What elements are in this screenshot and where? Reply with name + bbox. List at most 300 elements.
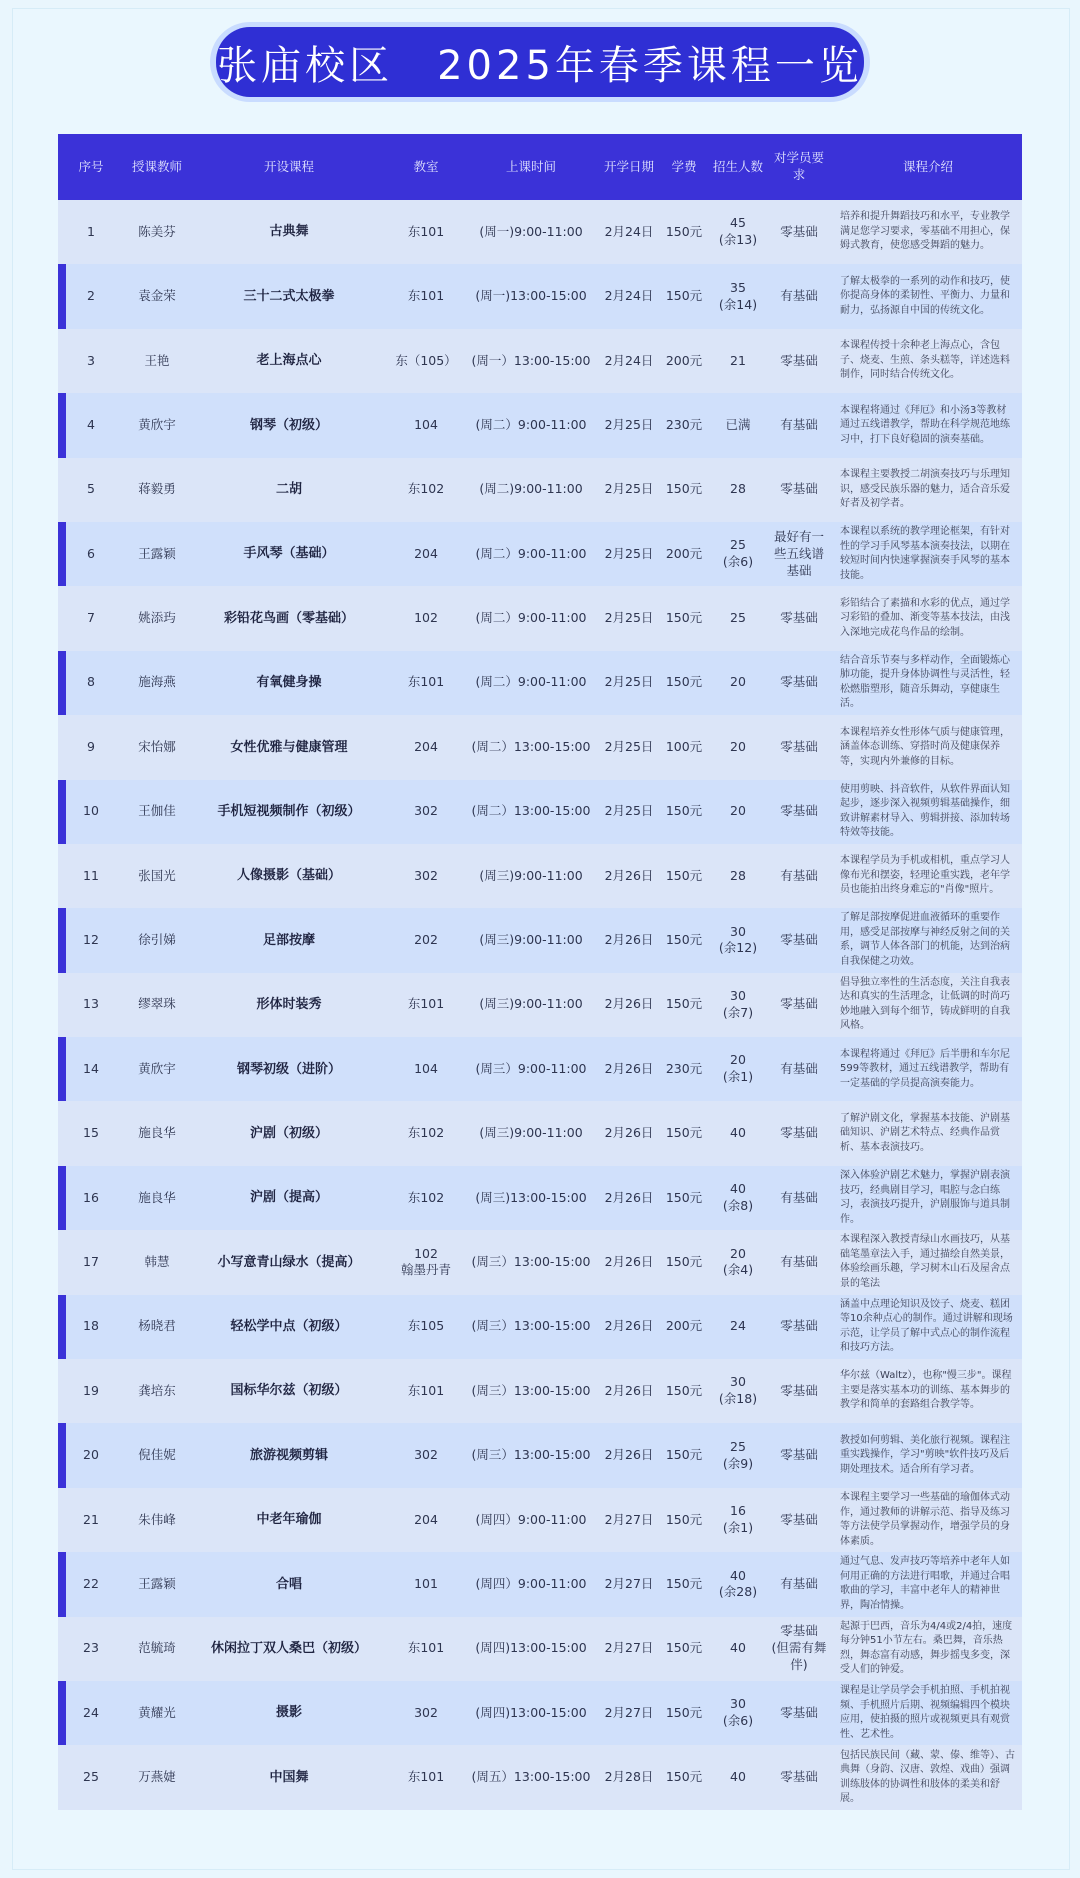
row-course: 沪剧（初级）: [249, 1125, 328, 1141]
row-intro: 教授如何剪辑、美化旅行视频。课程注重实践操作，学习"剪映"软件技巧及后期处理技术。适合所有学习者。: [840, 1434, 1010, 1475]
row-teacher: 王伽佳: [138, 803, 176, 819]
row-quota: 20: [730, 803, 746, 819]
row-intro: 倡导独立率性的生活态度，关注自我表达和真实的生活理念，让低调的时尚巧妙地融入到每个细节，铸成鲜明的自我风格。: [840, 976, 1010, 1032]
row-intro: 结合音乐节奏与多样动作，全面锻炼心肺功能，提升身体协调性与灵活性，轻松燃脂塑形，随音乐舞动，享健康生活。: [840, 654, 1010, 710]
row-teacher: 黄欣宇: [138, 1060, 176, 1076]
table-row: [58, 844, 1022, 908]
row-course: 手机短视频制作（初级）: [217, 803, 361, 819]
row-fee: 150元: [665, 674, 703, 690]
row-accent-bar: [58, 1166, 66, 1230]
row-requirement: 零基础: [780, 223, 818, 239]
row-course: 形体时装秀: [256, 997, 322, 1013]
row-quota: 40: [730, 1769, 746, 1785]
row-requirement: 零基础: [780, 674, 818, 690]
row-time: (周一）13:00-15:00: [471, 352, 591, 368]
row-no: 10: [83, 803, 99, 819]
row-intro: 起源于巴西，音乐为4/4或2/4拍，速度每分钟51小节左右。桑巴舞，音乐热烈，舞态富有动感，舞步摇曳多变，深受人们的钟爱。: [840, 1620, 1013, 1676]
row-quota: 30 (余18): [718, 1374, 758, 1407]
row-intro: 本课程主要教授二胡演奏技巧与乐理知识，感受民族乐器的魅力，适合音乐爱好者及初学者。: [840, 469, 1010, 509]
row-teacher: 龚培东: [138, 1382, 176, 1398]
row-room: 101: [414, 1575, 438, 1591]
row-time: (周三）9:00-11:00: [475, 1060, 587, 1076]
row-teacher: 王露颖: [138, 545, 176, 561]
header-date: 开学日期: [603, 158, 654, 174]
row-teacher: 万燕婕: [138, 1769, 176, 1785]
row-fee: 150元: [665, 288, 703, 304]
row-fee: 150元: [665, 1575, 703, 1591]
row-intro: 本课程将通过《拜厄》后半册和车尔尼599等教材，通过五线谱教学，帮助有一定基础的学员提高演奏能力。: [840, 1048, 1010, 1089]
row-room: 东101: [407, 223, 445, 239]
row-quota: 45 (余13): [718, 215, 758, 248]
row-teacher: 宋怡娜: [138, 738, 176, 754]
row-requirement: 零基础: [780, 1125, 818, 1141]
row-quota: 25 (余9): [722, 1438, 754, 1471]
row-accent-bar: [58, 1423, 66, 1487]
row-time: (周三）13:00-15:00: [471, 1254, 591, 1269]
row-course: 钢琴（初级）: [249, 417, 328, 433]
row-teacher: 徐引娣: [138, 932, 176, 948]
row-fee: 200元: [665, 1318, 703, 1334]
row-no: 2: [87, 288, 95, 304]
table-row: [58, 1230, 1022, 1294]
row-fee: 150元: [665, 223, 703, 239]
row-course: 休闲拉丁双人桑巴（初级）: [210, 1641, 367, 1657]
row-teacher: 王露颖: [138, 1575, 176, 1591]
row-intro: 包括民族民间（藏、蒙、傣、维等）、古典舞（身韵、汉唐、敦煌、戏曲）强调训练肢体的协调性和肢体的柔美和舒展。: [840, 1749, 1015, 1805]
row-no: 24: [83, 1704, 99, 1720]
row-room: 东101: [407, 1769, 445, 1785]
row-quota: 24: [730, 1318, 746, 1334]
course-table: [58, 134, 1022, 1810]
table-row: [58, 1359, 1022, 1423]
row-date: 2月25日: [604, 674, 654, 690]
row-time: (周三)9:00-11:00: [479, 996, 583, 1012]
row-accent-bar: [58, 908, 66, 972]
row-intro: 华尔兹（Waltz），也称"慢三步"。课程主要是落实基本功的训练、基本舞步的教学和简单的套路组合教学等。: [840, 1370, 1012, 1411]
table-row: [58, 264, 1022, 328]
row-intro: 通过气息、发声技巧等培养中老年人如何用正确的方法进行唱歌，并通过合唱歌曲的学习，丰富中老年人的精神世界，陶冶情操。: [840, 1556, 1010, 1611]
row-fee: 150元: [665, 996, 703, 1012]
row-time: (周四)13:00-15:00: [475, 1704, 587, 1720]
row-date: 2月24日: [604, 223, 654, 239]
row-date: 2月25日: [604, 610, 654, 626]
row-fee: 150元: [665, 1704, 703, 1720]
row-quota: 20: [730, 674, 746, 690]
row-fee: 150元: [665, 1382, 703, 1398]
row-quota: 16 (余1): [722, 1503, 754, 1535]
row-no: 16: [83, 1189, 99, 1205]
row-fee: 150元: [665, 803, 703, 819]
row-intro: 了解太极拳的一系列的动作和技巧，使你提高身体的柔韧性、平衡力、力量和耐力，弘扬源自中国的传统文化。: [840, 275, 1010, 316]
row-requirement: 零基础: [780, 932, 818, 948]
row-room: 302: [414, 1704, 438, 1720]
row-fee: 150元: [665, 610, 703, 626]
table-row: [58, 458, 1022, 522]
row-room: 东101: [407, 674, 445, 690]
row-intro: 本课程将通过《拜厄》和小汤3等教材通过五线谱教学，帮助在科学规范地练习中，打下良好稳固的演奏基础。: [840, 404, 1010, 445]
row-quota: 40 (余28): [718, 1567, 758, 1600]
row-room: 202: [414, 932, 438, 948]
row-no: 8: [87, 674, 95, 690]
table-row: [58, 908, 1022, 972]
row-accent-bar: [58, 1295, 66, 1359]
row-intro: 了解沪剧文化，掌握基本技能、沪剧基础知识、沪剧艺术特点、经典作品赏析、基本表演技巧。: [840, 1112, 1010, 1153]
row-requirement: 零基础: [780, 1511, 818, 1527]
row-accent-bar: [58, 1552, 66, 1616]
table-row: [58, 1166, 1022, 1230]
row-room: 东101: [407, 996, 445, 1012]
row-teacher: 施海燕: [138, 674, 176, 690]
table-row: [58, 393, 1022, 457]
table-row: [58, 522, 1022, 586]
row-requirement: 零基础: [780, 1447, 818, 1463]
row-date: 2月26日: [604, 1060, 654, 1076]
row-no: 4: [87, 416, 95, 432]
row-requirement: 零基础: [780, 1769, 818, 1785]
page-title: 张庙校区 2025年春季课程一览: [216, 27, 864, 97]
row-quota: 20 (余1): [722, 1052, 754, 1085]
row-time: (周一)9:00-11:00: [479, 223, 583, 239]
row-no: 23: [83, 1640, 99, 1656]
row-accent-bar: [58, 522, 66, 586]
row-fee: 150元: [665, 1125, 703, 1141]
row-intro: 培养和提升舞蹈技巧和水平，专业教学满足您学习要求，零基础不用担心，保姆式教育，使您感受舞蹈的魅力。: [840, 211, 1010, 252]
row-course: 合唱: [275, 1576, 302, 1592]
row-course: 中国舞: [269, 1769, 309, 1785]
row-course: 摄影: [275, 1705, 302, 1721]
row-requirement: 零基础: [780, 1704, 818, 1720]
row-time: (周二）13:00-15:00: [471, 803, 591, 819]
row-quota: 已满: [725, 416, 751, 432]
row-date: 2月26日: [604, 1318, 654, 1334]
table-body: [58, 200, 1022, 1810]
row-requirement: 最好有一些五线谱基础: [773, 528, 824, 578]
row-date: 2月26日: [604, 996, 654, 1012]
row-room: 302: [414, 803, 438, 819]
table-row: [58, 1681, 1022, 1745]
table-row: [58, 1745, 1022, 1809]
table-row: [58, 200, 1022, 264]
table-row: [58, 1101, 1022, 1165]
row-intro: 本课程主要学习一些基础的瑜伽体式动作，通过教师的讲解示范、指导及练习等方法使学员掌握动作，增强学员的身体素质。: [840, 1492, 1010, 1547]
title-banner: [210, 22, 870, 102]
row-quota: 25: [730, 610, 746, 626]
header-course: 开设课程: [263, 158, 314, 174]
table-row: [58, 329, 1022, 393]
row-requirement: 有基础: [780, 867, 818, 883]
table-row: [58, 651, 1022, 715]
table-row: [58, 1552, 1022, 1616]
header-teacher: 授课教师: [131, 158, 182, 174]
row-fee: 150元: [665, 867, 703, 883]
row-fee: 200元: [665, 352, 703, 368]
table-row: [58, 1295, 1022, 1359]
row-requirement: 零基础: [780, 610, 818, 626]
row-accent-bar: [58, 651, 66, 715]
row-fee: 150元: [665, 1189, 703, 1205]
row-no: 11: [83, 867, 99, 883]
row-course: 彩铅花鸟画（零基础）: [223, 610, 354, 626]
row-room: 104: [414, 1060, 438, 1076]
row-intro: 本课程深入教授青绿山水画技巧，从基础笔墨章法入手，通过描绘自然美景，体验绘画乐趣，学习树木山石及屋舍点景的笔法: [840, 1234, 1010, 1289]
row-course: 足部按摩: [262, 932, 315, 948]
row-time: (周四）9:00-11:00: [475, 1511, 587, 1527]
row-date: 2月25日: [604, 545, 654, 561]
row-fee: 150元: [665, 1254, 703, 1269]
row-time: (周一)13:00-15:00: [475, 288, 587, 304]
row-intro: 使用剪映、抖音软件，从软件界面认知起步，逐步深入视频剪辑基础操作，细致讲解素材导入、剪辑拼接、添加转场特效等技能。: [840, 783, 1010, 839]
header-requirement: 对学员要求: [773, 150, 824, 182]
row-time: (周二）9:00-11:00: [475, 610, 587, 626]
row-no: 14: [83, 1060, 99, 1076]
row-room: 东（105）: [395, 352, 457, 368]
row-time: (周四）9:00-11:00: [475, 1575, 587, 1591]
row-date: 2月27日: [604, 1640, 654, 1656]
row-room: 东101: [407, 288, 445, 304]
row-room: 102: [414, 610, 438, 626]
row-room: 东105: [407, 1318, 445, 1334]
table-row: [58, 1617, 1022, 1681]
row-no: 7: [87, 610, 95, 626]
row-no: 15: [83, 1125, 99, 1141]
row-date: 2月25日: [604, 803, 654, 819]
row-no: 9: [87, 738, 95, 754]
row-no: 25: [83, 1769, 99, 1785]
row-room: 104: [414, 416, 438, 432]
row-teacher: 施良华: [138, 1189, 176, 1205]
header-no: 序号: [78, 158, 104, 174]
row-course: 古典舞: [269, 224, 309, 240]
row-intro: 课程是让学员学会手机拍照、手机拍视频、手机照片后期、视频编辑四个模块应用，使拍摄的照片或视频更具有观赏性、艺术性。: [840, 1685, 1010, 1740]
row-fee: 230元: [665, 1060, 703, 1076]
row-requirement: 零基础: [780, 1382, 818, 1398]
row-course: 老上海点心: [256, 353, 322, 369]
row-teacher: 蒋毅勇: [138, 481, 176, 497]
row-room: 东101: [407, 1382, 445, 1398]
row-quota: 30 (余6): [722, 1696, 754, 1729]
row-no: 18: [83, 1318, 99, 1334]
row-course: 有氧健身操: [256, 675, 322, 691]
row-date: 2月25日: [604, 416, 654, 432]
header-intro: 课程介绍: [902, 158, 953, 174]
row-quota: 40 (余8): [722, 1181, 754, 1214]
row-fee: 200元: [665, 545, 703, 561]
row-date: 2月26日: [604, 1125, 654, 1141]
row-quota: 20: [730, 738, 746, 754]
row-requirement: 零基础: [780, 1318, 818, 1334]
row-requirement: 零基础: [780, 352, 818, 368]
row-room: 东102: [407, 481, 445, 497]
row-course: 国标华尔兹（初级）: [230, 1383, 348, 1399]
row-teacher: 黄欣宇: [138, 416, 176, 432]
row-course: 钢琴初级（进阶）: [236, 1061, 341, 1077]
row-accent-bar: [58, 1037, 66, 1101]
row-no: 20: [83, 1447, 99, 1463]
row-date: 2月25日: [604, 738, 654, 754]
row-fee: 150元: [665, 1640, 703, 1656]
row-teacher: 缪翠珠: [138, 996, 176, 1012]
row-requirement: 零基础: [780, 738, 818, 754]
table-row: [58, 1488, 1022, 1552]
row-fee: 150元: [665, 1769, 703, 1785]
row-no: 22: [83, 1575, 99, 1591]
row-quota: 28: [730, 867, 746, 883]
row-intro: 本课程学员为手机或相机，重点学习人像布光和摆姿，轻理论重实践，老年学员也能拍出终身难忘的"肖像"照片。: [840, 855, 1010, 896]
row-no: 17: [83, 1254, 99, 1269]
row-teacher: 朱伟峰: [138, 1511, 176, 1527]
row-accent-bar: [58, 393, 66, 457]
row-fee: 150元: [665, 1447, 703, 1463]
row-quota: 35 (余14): [718, 279, 758, 312]
row-date: 2月28日: [604, 1769, 654, 1785]
row-teacher: 范毓琦: [138, 1640, 176, 1656]
table-row: [58, 973, 1022, 1037]
row-course: 女性优雅与健康管理: [230, 739, 348, 755]
row-date: 2月27日: [604, 1511, 654, 1527]
row-teacher: 陈美芬: [138, 223, 176, 239]
table-row: [58, 1423, 1022, 1487]
row-course: 中老年瑜伽: [256, 1512, 322, 1528]
row-quota: 40: [730, 1640, 746, 1656]
table-row: [58, 715, 1022, 779]
header-time: 上课时间: [505, 158, 556, 174]
row-fee: 150元: [665, 1511, 703, 1527]
row-accent-bar: [58, 264, 66, 328]
row-teacher: 韩慧: [144, 1254, 170, 1269]
row-accent-bar: [58, 780, 66, 844]
row-quota: 28: [730, 481, 746, 497]
row-room: 204: [414, 738, 438, 754]
row-requirement: 零基础 (但需有舞伴): [771, 1623, 827, 1673]
row-date: 2月26日: [604, 867, 654, 883]
row-room: 102 翰墨丹青: [400, 1245, 451, 1278]
row-teacher: 姚添玙: [138, 610, 176, 626]
row-room: 302: [414, 1447, 438, 1463]
row-accent-bar: [58, 1681, 66, 1745]
row-fee: 150元: [665, 481, 703, 497]
row-intro: 本课程传授十余种老上海点心，含包子、烧麦、生煎、条头糕等，详述选料制作，同时结合传统文化。: [840, 340, 1010, 381]
row-requirement: 有基础: [780, 288, 818, 304]
row-date: 2月24日: [604, 352, 654, 368]
row-room: 204: [414, 545, 438, 561]
row-time: (周二）9:00-11:00: [475, 416, 587, 432]
row-quota: 40: [730, 1125, 746, 1141]
row-time: (周三)9:00-11:00: [479, 867, 583, 883]
row-course: 轻松学中点（初级）: [230, 1319, 348, 1335]
row-quota: 30 (余7): [722, 988, 754, 1020]
row-no: 6: [87, 545, 95, 561]
row-time: (周三）13:00-15:00: [471, 1447, 591, 1463]
row-room: 302: [414, 867, 438, 883]
row-date: 2月26日: [604, 1189, 654, 1205]
row-date: 2月27日: [604, 1575, 654, 1591]
row-fee: 150元: [665, 932, 703, 948]
header-fee: 学费: [671, 158, 697, 174]
row-intro: 了解足部按摩促进血液循环的重要作用，感受足部按摩与神经反射之间的关系，调节人体各部门的机能，达到治病自我保健之功效。: [840, 912, 1010, 967]
row-no: 5: [87, 481, 95, 497]
row-room: 204: [414, 1511, 438, 1527]
row-requirement: 零基础: [780, 481, 818, 497]
row-quota: 21: [730, 352, 746, 368]
row-intro: 深入体验沪剧艺术魅力，掌握沪剧表演技巧，经典剧目学习，唱腔与念白练习，表演技巧提升，沪剧服饰与道具制作。: [840, 1170, 1010, 1225]
row-date: 2月26日: [604, 1447, 654, 1463]
row-no: 1: [87, 223, 95, 239]
table-row: [58, 1037, 1022, 1101]
row-no: 13: [83, 996, 99, 1012]
row-requirement: 有基础: [780, 1189, 818, 1205]
row-course: 三十二式太极拳: [243, 288, 335, 304]
row-time: (周四)13:00-15:00: [475, 1640, 587, 1656]
table-row: [58, 586, 1022, 650]
table-header: [58, 134, 1022, 200]
row-time: (周三）13:00-15:00: [471, 1318, 591, 1334]
row-teacher: 袁金荣: [138, 288, 176, 304]
row-teacher: 倪佳妮: [138, 1447, 176, 1463]
row-time: (周二）9:00-11:00: [475, 545, 587, 561]
row-teacher: 张国光: [138, 867, 176, 883]
row-date: 2月26日: [604, 1382, 654, 1398]
row-intro: 涵盖中点理论知识及饺子、烧麦、糕团等10余种点心的制作。通过讲解和现场示范，让学员了解中式点心的制作流程和技巧方法。: [840, 1298, 1013, 1354]
row-requirement: 有基础: [780, 1254, 818, 1269]
row-course: 手风琴（基础）: [243, 546, 335, 562]
row-time: (周五）13:00-15:00: [471, 1769, 591, 1785]
row-teacher: 黄耀光: [138, 1704, 176, 1720]
row-teacher: 王艳: [144, 352, 170, 368]
row-time: (周三）13:00-15:00: [471, 1382, 591, 1398]
row-course: 二胡: [275, 481, 302, 497]
row-quota: 25 (余6): [722, 537, 754, 570]
row-requirement: 零基础: [780, 996, 818, 1012]
row-no: 21: [83, 1511, 99, 1527]
row-teacher: 施良华: [138, 1125, 176, 1141]
row-no: 19: [83, 1382, 99, 1398]
row-no: 12: [83, 932, 99, 948]
row-time: (周三)13:00-15:00: [475, 1189, 587, 1205]
header-room: 教室: [413, 158, 439, 174]
row-date: 2月26日: [604, 932, 654, 948]
row-quota: 20 (余4): [722, 1245, 754, 1278]
row-course: 旅游视频剪辑: [249, 1447, 328, 1463]
row-time: (周二)9:00-11:00: [479, 481, 583, 497]
row-course: 人像摄影（基础）: [236, 868, 341, 884]
row-room: 东101: [407, 1640, 445, 1656]
row-time: (周二）9:00-11:00: [475, 674, 587, 690]
row-requirement: 有基础: [780, 416, 818, 432]
row-course: 小写意青山绿水（提高）: [217, 1254, 361, 1270]
row-requirement: 零基础: [780, 803, 818, 819]
row-requirement: 有基础: [780, 1060, 818, 1076]
row-course: 沪剧（提高）: [249, 1190, 328, 1206]
row-fee: 100元: [665, 738, 703, 754]
row-time: (周二）13:00-15:00: [471, 738, 591, 754]
row-intro: 本课程以系统的教学理论框架，有针对性的学习手风琴基本演奏技法，以期在较短时间内快速掌握演奏手风琴的基本技能。: [840, 526, 1010, 581]
row-intro: 彩铅结合了素描和水彩的优点，通过学习彩铅的叠加、渐变等基本技法，由浅入深地完成花鸟作品的绘制。: [840, 597, 1010, 638]
row-teacher: 杨晓君: [138, 1318, 176, 1334]
row-date: 2月25日: [604, 481, 654, 497]
row-quota: 30 (余12): [718, 923, 758, 956]
row-room: 东102: [407, 1189, 445, 1205]
row-fee: 230元: [665, 416, 703, 432]
row-time: (周三)9:00-11:00: [479, 1125, 583, 1141]
row-date: 2月27日: [604, 1704, 654, 1720]
row-room: 东102: [407, 1125, 445, 1141]
table-row: [58, 780, 1022, 844]
row-time: (周三)9:00-11:00: [479, 932, 583, 948]
row-intro: 本课程培养女性形体气质与健康管理，涵盖体态训练、穿搭时尚及健康保养等，实现内外兼修的目标。: [840, 726, 1010, 767]
row-date: 2月24日: [604, 288, 654, 304]
row-date: 2月26日: [604, 1254, 654, 1269]
row-requirement: 有基础: [780, 1575, 818, 1591]
